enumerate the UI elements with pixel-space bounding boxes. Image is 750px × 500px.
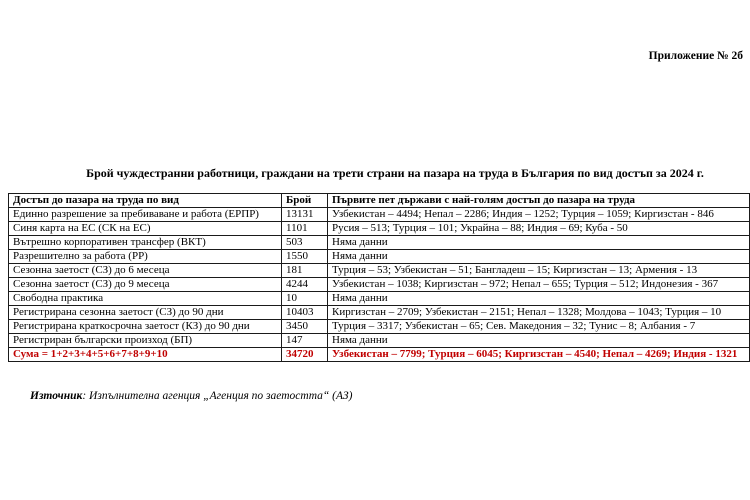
access-type-cell: Регистрирана краткосрочна заетост (КЗ) до 90 дни [9,320,282,334]
access-type-cell: Регистриран български произход (БП) [9,334,282,348]
access-type-cell: Сезонна заетост (СЗ) до 6 месеца [9,264,282,278]
table-row [9,278,750,292]
count-cell: 13131 [282,208,328,222]
countries-cell: Узбекистан – 1038; Киргизстан – 972; Непал – 655; Турция – 512; Индонезия - 367 [328,278,750,292]
source-label: Източник [30,390,83,402]
no-data-cell: Няма данни [328,250,750,264]
foreign-workers-table [8,193,750,362]
countries-cell: Киргизстан – 2709; Узбекистан – 2151; Непал – 1328; Молдова – 1043; Турция – 10 [328,306,750,320]
table-row [9,306,750,320]
access-type-cell: Разрешително за работа (РР) [9,250,282,264]
access-type-cell: Сума = 1+2+3+4+5+6+7+8+9+10 [9,348,282,362]
access-type-cell: Регистрирана сезонна заетост (СЗ) до 90 дни [9,306,282,320]
count-cell: 3450 [282,320,328,334]
no-data-cell: Няма данни [328,334,750,348]
count-cell: 181 [282,264,328,278]
source-text: : Изпълнителна агенция „Агенция по заетостта“ (АЗ) [82,390,353,402]
count-cell: 503 [282,236,328,250]
table-body [9,208,750,362]
count-cell: 147 [282,334,328,348]
column-header-access-type: Достъп до пазара на труда по вид [9,194,282,208]
countries-cell: Узбекистан – 7799; Турция – 6045; Киргизстан – 4540; Непал – 4269; Индия - 1321 [328,348,750,362]
count-cell: 1101 [282,222,328,236]
column-header-count: Брой [282,194,328,208]
table-row [9,236,750,250]
access-type-cell: Единно разрешение за пребиваване и работа (ЕРПР) [9,208,282,222]
countries-cell: Русия – 513; Турция – 101; Украйна – 88; Индия – 69; Куба - 50 [328,222,750,236]
count-cell: 10403 [282,306,328,320]
table-row [9,334,750,348]
annex-label: Приложение № 2б [648,50,743,62]
access-type-cell: Свободна практика [9,292,282,306]
no-data-cell: Няма данни [328,236,750,250]
table-row [9,208,750,222]
table-header-row [9,194,750,208]
page-title: Брой чуждестранни работници, граждани на трети страни на пазара на труда в България по вид достъп за 2024 г. [86,166,704,180]
access-type-cell: Вътрешно корпоративен трансфер (ВКТ) [9,236,282,250]
count-cell: 4244 [282,278,328,292]
no-data-cell: Няма данни [328,292,750,306]
countries-cell: Турция – 3317; Узбекистан – 65; Сев. Македония – 32; Тунис – 8; Албания - 7 [328,320,750,334]
access-type-cell: Сезонна заетост (СЗ) до 9 месеца [9,278,282,292]
count-cell: 1550 [282,250,328,264]
table-row [9,222,750,236]
table-row [9,292,750,306]
countries-cell: Узбекистан – 4494; Непал – 2286; Индия – 1252; Турция – 1059; Киргизстан - 846 [328,208,750,222]
table-row [9,320,750,334]
source-line [30,390,352,402]
table-row [9,264,750,278]
table-row [9,250,750,264]
count-cell: 34720 [282,348,328,362]
access-type-cell: Синя карта на ЕС (СК на ЕС) [9,222,282,236]
column-header-countries: Първите пет държави с най-голям достъп до пазара на труда [328,194,750,208]
count-cell: 10 [282,292,328,306]
countries-cell: Турция – 53; Узбекистан – 51; Бангладеш – 15; Киргизстан – 13; Армения - 13 [328,264,750,278]
table-total-row [9,348,750,362]
